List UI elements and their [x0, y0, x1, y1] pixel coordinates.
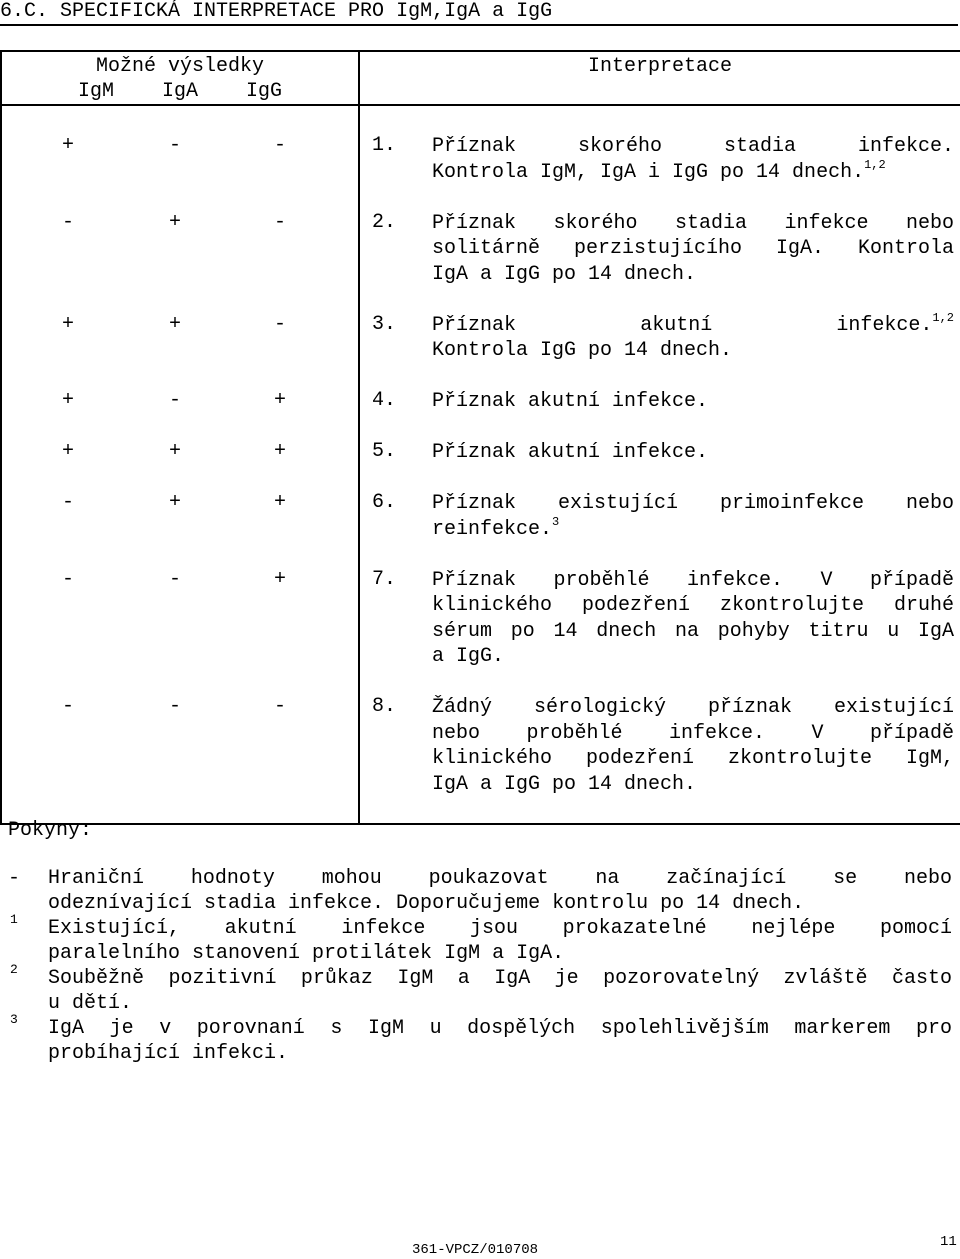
interpretation-item: [372, 310, 954, 390]
result-sign: +: [274, 567, 287, 591]
result-signs-row: [2, 568, 358, 696]
result-sign: +: [274, 440, 287, 463]
interpretation-text: Příznak skorého stadia infekce nebo: [432, 211, 954, 235]
interpretation-text: klinického podezření zkontrolujte druhé: [432, 594, 954, 617]
interpretation-item: [372, 211, 954, 313]
interpretation-line: [432, 721, 954, 747]
note-line: paralelního stanovení protilátek IgM a IgA.: [48, 942, 565, 965]
interpretation-text: Příznak proběhlé infekce. V případě: [432, 568, 954, 592]
interpretation-item: [372, 568, 954, 696]
interpretation-number: 4.: [372, 389, 397, 412]
interpretation-line: [432, 262, 954, 288]
possible-results-label: Možné výsledky: [95, 55, 265, 78]
interpretation-number: 5.: [372, 440, 397, 463]
result-signs-row: [2, 491, 358, 568]
interpretation-text: reinfekce.: [432, 517, 553, 541]
interpretation-column: [359, 105, 960, 824]
igm-label: IgM: [77, 80, 114, 103]
result-sign: -: [62, 567, 75, 591]
result-sign: +: [62, 312, 75, 336]
interpretation-line: [432, 236, 954, 262]
interpretation-text: Příznak akutní infekce.: [432, 390, 709, 413]
interpretation-line: [432, 134, 954, 160]
interpretation-text: sérum po 14 dnech na pohyby titru u IgA: [432, 619, 954, 643]
interpretation-text: nebo proběhlé infekce. V případě: [432, 721, 954, 745]
note-line: Souběžně pozitivní průkaz IgM a IgA je pozorovatelný zvláště často: [48, 967, 952, 990]
interpretation-text: klinického podezření zkontrolujte IgM,: [432, 747, 954, 770]
instruction-note: [8, 866, 952, 916]
interpretation-number: 1.: [372, 134, 397, 157]
result-sign: -: [274, 134, 287, 157]
note-line: Hraniční hodnoty mohou poukazovat na začínající se nebo: [48, 867, 952, 890]
result-sign: +: [169, 440, 182, 463]
result-signs-column: [1, 105, 359, 824]
result-sign: -: [169, 134, 182, 157]
interpretation-text: Příznak akutní infekce.: [432, 313, 933, 337]
interpretation-text: solitárně perzistujícího IgA. Kontrola: [432, 237, 954, 260]
result-sign: +: [62, 389, 75, 412]
interpretation-item: [372, 440, 954, 491]
section-title: 6.C. SPECIFICKÁ INTERPRETACE PRO IgM,IgA a IgG: [0, 0, 958, 26]
interpretation-line: [432, 746, 954, 772]
table-header-row: [1, 51, 960, 105]
iga-label: IgA: [161, 80, 198, 103]
result-signs-row: [2, 440, 358, 491]
result-signs-row: [2, 389, 358, 440]
interpretation-line: [432, 514, 954, 543]
instruction-note: [8, 1012, 952, 1066]
interpretation-number: 6.: [372, 491, 397, 514]
interpretation-line: [432, 593, 954, 619]
interpretation-line: [432, 211, 954, 237]
result-sign: -: [62, 695, 75, 718]
footnote-reference: 1,2: [932, 310, 954, 325]
interpretation-text: Příznak existující primoinfekce nebo: [432, 492, 954, 515]
result-sign: -: [62, 210, 75, 234]
result-sign: +: [274, 389, 287, 412]
note-line: IgA je v porovnaní s IgM u dospělých spolehlivějším markerem pro: [48, 1017, 952, 1040]
result-sign: -: [62, 491, 75, 514]
interpretation-item: [372, 389, 954, 440]
result-sign: +: [274, 491, 287, 514]
interpretation-item: [372, 695, 954, 823]
interpretation-text: IgA a IgG po 14 dnech.: [432, 262, 697, 286]
interpretation-line: [432, 772, 954, 798]
result-sign: +: [169, 491, 182, 514]
result-signs-row: [2, 313, 358, 390]
interpretation-text: Kontrola IgG po 14 dnech.: [432, 339, 733, 362]
interpretation-text: Žádný sérologický příznak existující: [432, 696, 954, 719]
result-sign: -: [169, 695, 182, 718]
interpretation-line: [432, 491, 954, 517]
interpretation-line: [432, 157, 954, 186]
instructions-notes: [8, 866, 952, 1066]
interpretation-number: 7.: [372, 567, 397, 591]
result-sign: -: [274, 695, 287, 718]
result-sign: +: [169, 210, 182, 234]
interpretation-header: Interpretace: [359, 51, 960, 105]
document-code: 361-VPCZ/010708: [412, 1242, 539, 1258]
result-sign: -: [274, 210, 287, 234]
result-sign: -: [169, 567, 182, 591]
instruction-note: [8, 912, 952, 966]
interpretation-text: Příznak akutní infekce.: [432, 441, 709, 464]
interpretation-text: Příznak skorého stadia infekce.: [432, 135, 954, 158]
instruction-note: [8, 962, 952, 1016]
interpretation-line: [432, 310, 954, 339]
interpretation-table: [0, 50, 960, 825]
note-line: probíhající infekci.: [48, 1042, 289, 1065]
interpretation-item: [372, 134, 954, 211]
result-sign: +: [62, 134, 75, 157]
note-line: u dětí.: [48, 992, 133, 1015]
note-marker: 3: [10, 1012, 18, 1027]
interpretation-line: [432, 338, 954, 364]
note-marker: 1: [10, 912, 18, 927]
interpretation-line: [432, 568, 954, 594]
note-line: odeznívající stadia infekce. Doporučujeme kontrolu po 14 dnech.: [48, 892, 805, 915]
result-signs-row: [2, 695, 358, 823]
note-marker: -: [8, 867, 21, 890]
result-sign: +: [169, 312, 182, 336]
igg-label: IgG: [246, 80, 283, 103]
interpretation-number: 3.: [372, 312, 397, 336]
interpretation-item: [372, 491, 954, 568]
page-number: 11: [940, 1234, 957, 1250]
interpretation-text: Kontrola IgM, IgA i IgG po 14 dnech.: [432, 160, 865, 184]
result-sign: +: [62, 440, 75, 463]
possible-results-header: [1, 51, 359, 105]
note-marker: 2: [10, 962, 18, 977]
footnote-reference: 3: [552, 514, 560, 529]
instructions-label: Pokyny:: [8, 819, 93, 842]
note-line: Existující, akutní infekce jsou prokazatelné nejlépe pomocí: [48, 917, 952, 940]
interpretation-line: [432, 695, 954, 721]
footnote-reference: 1,2: [864, 157, 886, 172]
result-signs-row: [2, 134, 358, 211]
interpretation-line: [432, 619, 954, 645]
result-signs-row: [2, 211, 358, 313]
interpretation-text: IgA a IgG po 14 dnech.: [432, 772, 697, 796]
result-sign: -: [274, 312, 287, 336]
antibody-column-labels: [2, 79, 358, 104]
interpretation-number: 2.: [372, 210, 397, 234]
interpretation-number: 8.: [372, 695, 397, 718]
interpretation-line: [432, 389, 954, 415]
interpretation-text: a IgG.: [432, 645, 505, 668]
table-body-row: [1, 105, 960, 824]
interpretation-line: [432, 440, 954, 466]
interpretation-line: [432, 644, 954, 670]
result-sign: -: [169, 389, 182, 412]
